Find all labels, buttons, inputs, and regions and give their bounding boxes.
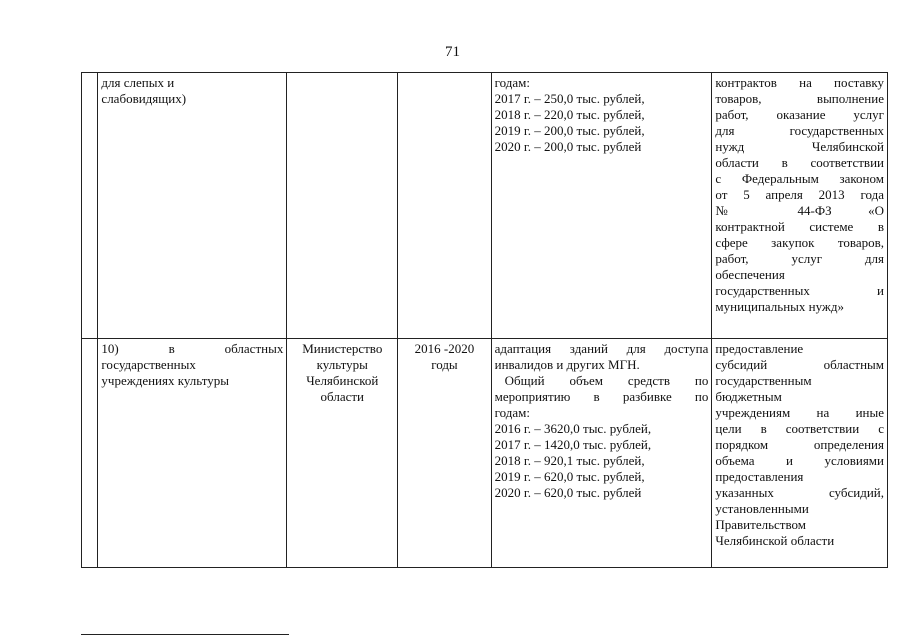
financing-line: 2018 г. – 220,0 тыс. рублей, <box>494 107 645 122</box>
measure-name-line: 10) в областных <box>101 341 284 356</box>
executor-cell <box>287 339 398 568</box>
mechanism-cell <box>712 339 888 568</box>
mechanism-line: муниципальных нужд» <box>715 299 845 314</box>
mechanism-line: контрактной системе в <box>715 219 884 234</box>
mechanism-line: предоставления <box>715 469 804 484</box>
term-cell <box>398 73 491 339</box>
financing-line: 2017 г. – 250,0 тыс. рублей, <box>494 91 645 106</box>
term-line: 2016 -2020 <box>414 341 475 356</box>
financing-line: адаптация зданий для доступа <box>494 341 709 356</box>
financing-line: годам: <box>494 75 530 90</box>
term-cell <box>398 339 491 568</box>
financing-line: 2020 г. – 200,0 тыс. рублей <box>494 139 642 154</box>
measure-name-line: для слепых и <box>101 75 175 90</box>
row-number-cell <box>82 339 98 568</box>
page-number: 71 <box>445 44 460 60</box>
mechanism-line: государственных и <box>715 283 884 298</box>
measure-name-cell <box>98 339 287 568</box>
measure-name-line: учреждениях культуры <box>101 373 229 388</box>
executor-line: культуры <box>316 357 368 372</box>
mechanism-line: товаров, выполнение <box>715 91 884 106</box>
mechanism-line: указанных субсидий, <box>715 485 884 500</box>
executor-line: Челябинской <box>306 373 379 388</box>
table-row <box>82 339 888 568</box>
financing-line: Общий объем средств по <box>504 373 709 388</box>
financing-line: 2019 г. – 620,0 тыс. рублей, <box>494 469 645 484</box>
mechanism-line: цели в соответствии с <box>715 421 884 436</box>
financing-line: 2020 г. – 620,0 тыс. рублей <box>494 485 642 500</box>
mechanism-line: Челябинской области <box>715 533 835 548</box>
mechanism-line: с Федеральным законом <box>715 171 884 186</box>
measures-table <box>81 72 888 568</box>
mechanism-line: для государственных <box>715 123 884 138</box>
mechanism-line: Правительством <box>715 517 806 532</box>
mechanism-line: работ, оказание услуг <box>715 107 884 122</box>
mechanism-line: работ, услуг для <box>715 251 884 266</box>
measure-name-line: государственных <box>101 357 196 372</box>
mechanism-line: субсидий областным <box>715 357 884 372</box>
mechanism-line: области в соответствии <box>715 155 884 170</box>
mechanism-line: обеспечения <box>715 267 785 282</box>
financing-line: инвалидов и других МГН. <box>494 357 640 372</box>
mechanism-line: от 5 апреля 2013 года <box>715 187 884 202</box>
financing-line: 2019 г. – 200,0 тыс. рублей, <box>494 123 645 138</box>
financing-line: мероприятию в разбивке по <box>494 389 709 404</box>
mechanism-line: бюджетным <box>715 389 782 404</box>
table-row <box>82 73 888 339</box>
mechanism-line: контрактов на поставку <box>715 75 884 90</box>
mechanism-line: государственным <box>715 373 812 388</box>
mechanism-line: порядком определения <box>715 437 884 452</box>
mechanism-line: учреждениям на иные <box>715 405 884 420</box>
financing-line: 2016 г. – 3620,0 тыс. рублей, <box>494 421 652 436</box>
financing-line: годам: <box>494 405 530 420</box>
mechanism-line: № 44-ФЗ «О <box>715 203 884 218</box>
measure-name-line: слабовидящих) <box>101 91 187 106</box>
executor-cell <box>287 73 398 339</box>
financing-line: 2017 г. – 1420,0 тыс. рублей, <box>494 437 652 452</box>
financing-cell <box>491 339 712 568</box>
mechanism-cell <box>712 73 888 339</box>
mechanism-line: установленными <box>715 501 809 516</box>
executor-line: Министерство <box>302 341 383 356</box>
mechanism-line: нужд Челябинской <box>715 139 884 154</box>
row-number-cell <box>82 73 98 339</box>
footnote-separator <box>81 634 289 635</box>
mechanism-line: предоставление <box>715 341 804 356</box>
financing-cell <box>491 73 712 339</box>
mechanism-line: объема и условиями <box>715 453 884 468</box>
measure-name-cell <box>98 73 287 339</box>
mechanism-line: сфере закупок товаров, <box>715 235 884 250</box>
term-line: годы <box>431 357 458 372</box>
executor-line: области <box>320 389 365 404</box>
financing-line: 2018 г. – 920,1 тыс. рублей, <box>494 453 645 468</box>
